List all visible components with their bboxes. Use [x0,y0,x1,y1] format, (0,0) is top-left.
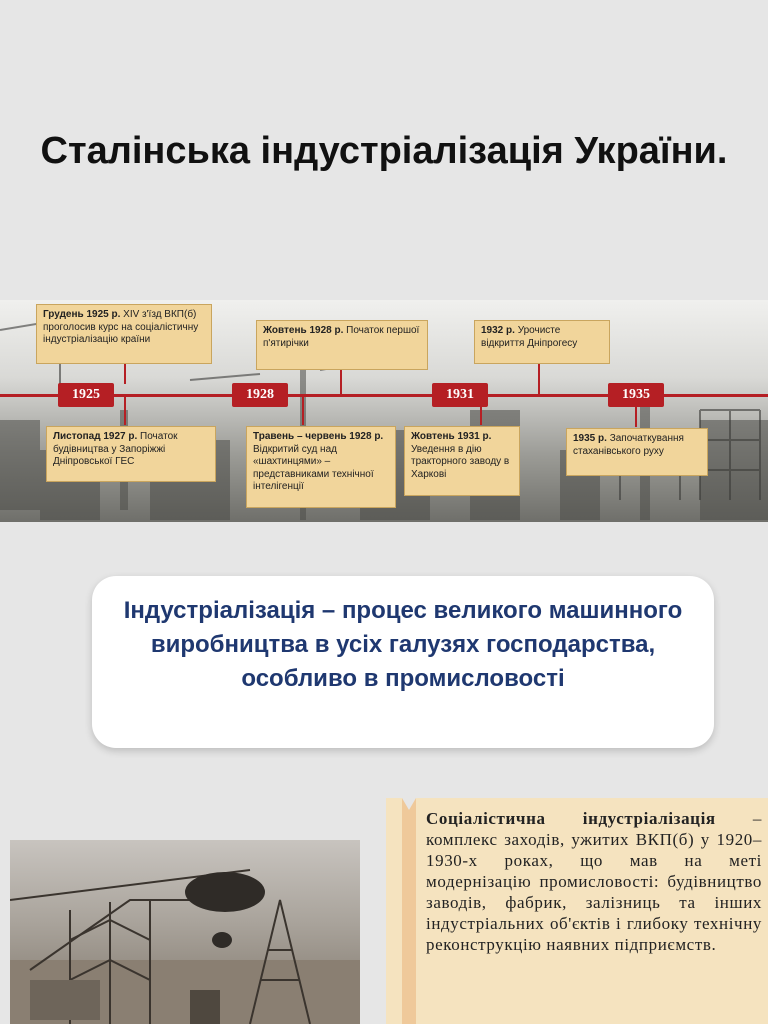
event-card [474,320,610,364]
year-marker: 1925 [58,383,114,407]
event-card [36,304,212,364]
event-text: Урочисте відкриття Дніпрогесу [481,325,578,349]
timeline [0,300,768,522]
stem [124,397,126,425]
event-text: Відкритий суд над «шахтинцями» – представниками технічної інтелігенції [253,443,374,492]
event-date: 1935 р. [573,433,607,444]
textbox-term: Соціалістична індустріалізація [426,809,716,828]
construction-illustration [10,840,360,1024]
event-text: Початок будівництва у Запоріжжі Дніпровської ГЕС [53,431,178,467]
year-marker: 1935 [608,383,664,407]
event-text: XIV з'їзд ВКП(б) проголосив курс на соціалістичну індустріалізацію країни [43,309,199,345]
event-card [46,426,216,482]
bookmark-notch [402,798,416,810]
event-date: Грудень 1925 р. [43,309,121,320]
event-date: 1932 р. [481,325,515,336]
event-date: Жовтень 1928 р. [263,325,344,336]
event-date: Травень – червень 1928 р. [253,431,384,442]
textbox-body: – комплекс заходів, ужитих ВКП(б) у 1920–1930-х роках, що мав на меті модернізацію промисловості: будівництво заводів, фабрик, залізниць та інших індустріальних об'єктів і глибоку технічну реконструкцію наявних підприємств. [426,809,762,954]
textbox-paragraph [426,808,762,955]
event-card [404,426,520,496]
event-text: Започаткування стаханівського руху [573,433,684,457]
stem [302,397,304,425]
slide-title: Сталінська індустріалізація України. [40,130,728,172]
year-marker: 1928 [232,383,288,407]
event-date: Жовтень 1931 р. [411,431,492,442]
definition-box: Індустріалізація – процес великого машинного виробництва в усіх галузях господарства, особливо в промисловості [92,576,714,748]
event-card [566,428,708,476]
event-text: Початок першої п'ятирічки [263,325,420,349]
stem [340,370,342,394]
year-marker: 1931 [432,383,488,407]
event-date: Листопад 1927 р. [53,431,138,442]
stem [538,364,540,394]
event-card [246,426,396,508]
event-card [256,320,428,370]
definition-textbox [386,798,768,1024]
bookmark-ribbon [402,798,416,1024]
construction-photo [10,840,360,1024]
event-text: Уведення в дію тракторного заводу в Харкові [411,443,510,480]
